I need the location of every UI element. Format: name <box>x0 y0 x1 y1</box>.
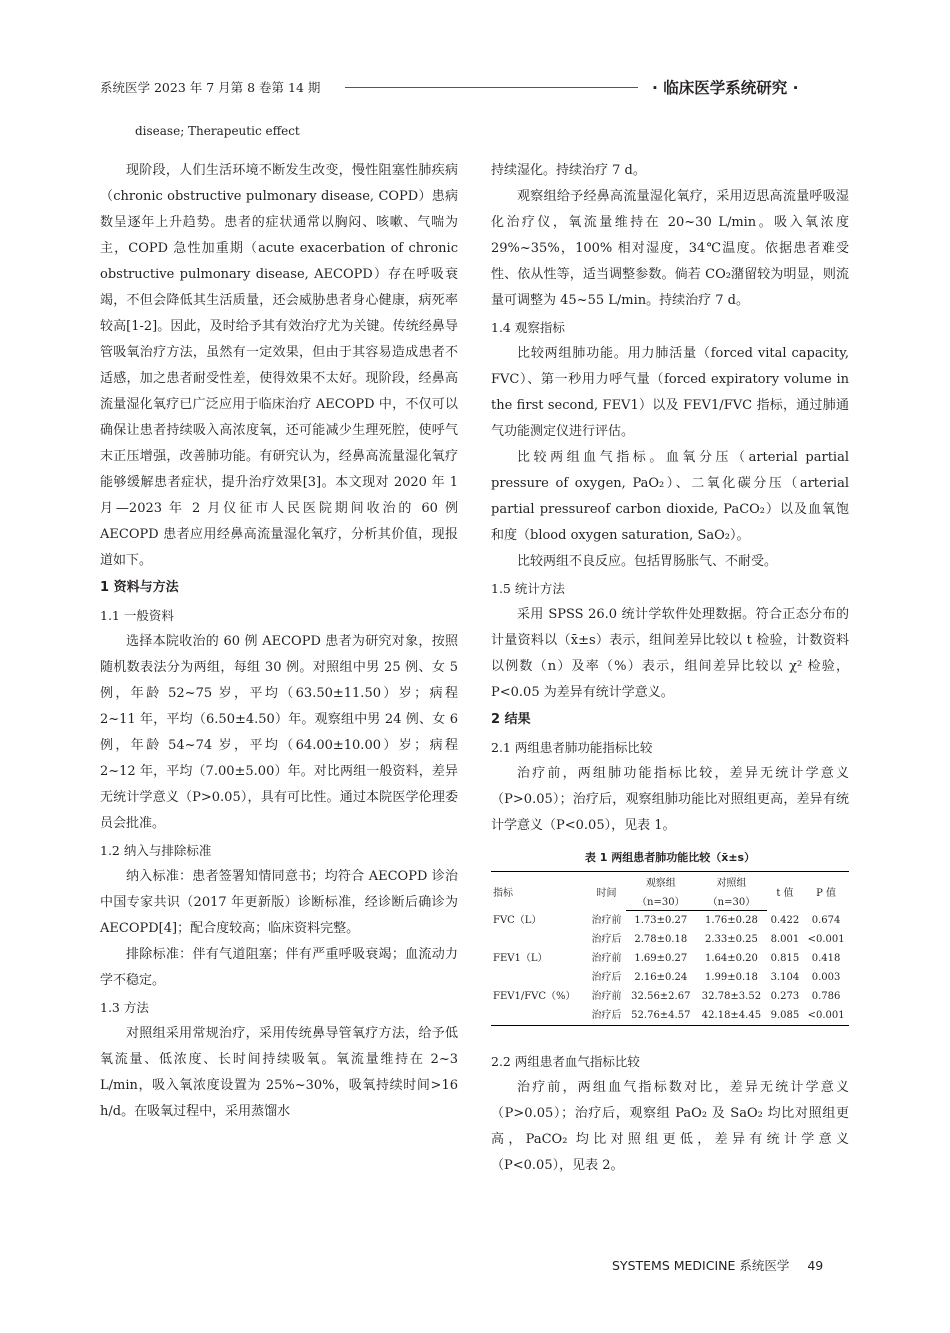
table-row <box>491 930 849 949</box>
section-label: · 临床医学系统研究 · <box>652 79 799 97</box>
table-row <box>491 1006 849 1026</box>
continued-text: 持续湿化。持续治疗 7 d。 <box>491 163 646 178</box>
header-rule <box>345 87 638 88</box>
table-1-title: 表 1 两组患者肺功能比较（x̄±s） <box>584 851 756 864</box>
cell-time: 治疗前 <box>591 953 622 964</box>
section-1-heading: 1 资料与方法 <box>100 580 179 595</box>
cell-control: 1.64±0.20 <box>704 953 758 964</box>
intro-paragraph: 现阶段，人们生活环境不断发生改变，慢性阻塞性肺疾病（chronic obstructive pulmonary disease, COPD）患病数呈逐年上升趋势。患者的症状通常以胸闷、咳嗽、气喘为主，COPD 急性加重期（acute exacerbation of chronic obstructive pulmonary disease, AECOPD）存在呼吸衰竭，不但会降低其生活质量，还会威胁患者身心健康，病死率较高[1-2]。因此，及时给予其有效治疗尤为关键。传统经鼻导管吸氧治疗方法，虽然有一定效果，但由于其容易造成患者不适感，加之患者耐受性差，使得效果不太好。现阶段，经鼻高流量湿化氧疗已广泛应用于临床治疗 AECOPD 中，不仅可以确保让患者持续吸入高浓度氧，还可能减少生理死腔，使呼气末正压增强，改善肺功能。有研究认为，经鼻高流量湿化氧疗能够缓解患者症状，提升治疗效果[3]。本文现对 2020 年 1 月—2023 年 2 月仪征市人民医院期间收治的 60 例 AECOPD 患者应用经鼻高流量湿化氧疗，分析其价值，现报道如下。 <box>100 163 458 568</box>
subsection-2-2-heading: 2.2 两组患者血气指标比较 <box>491 1054 640 1069</box>
table-row <box>491 949 849 968</box>
cell-t: 0.273 <box>770 991 800 1002</box>
cell-time: 治疗后 <box>591 934 622 945</box>
cell-control: 1.76±0.28 <box>704 915 758 926</box>
cell-control: 32.78±3.52 <box>701 991 762 1002</box>
col-observation-n: （n=30） <box>626 891 697 911</box>
cell-indicator: FVC（L） <box>493 914 542 926</box>
cell-time: 治疗后 <box>588 1006 626 1026</box>
right-column <box>491 158 849 1179</box>
journal-info: 系统医学 2023 年 7 月第 8 卷第 14 期 <box>100 80 321 95</box>
subsection-1-1-heading: 1.1 一般资料 <box>100 608 174 623</box>
subsection-1-3-heading: 1.3 方法 <box>100 1000 149 1015</box>
table-row <box>491 987 849 1006</box>
subsection-1-3-text: 对照组采用常规治疗，采用传统鼻导管氧疗方法，给予低氧流量、低浓度、长时间持续吸氧。氧流量维持在 2~3 L/min，吸入氧浓度设置为 25%~30%，吸氧持续时间>16 h/d。在吸氧过程中，采用蒸馏水 <box>100 1026 458 1119</box>
col-indicator: 指标 <box>491 872 588 911</box>
table-1 <box>491 871 849 1026</box>
page-number: 49 <box>807 1258 824 1273</box>
exclusion-criteria: 排除标准：伴有气道阻塞；伴有严重呼吸衰竭；血流动力学不稳定。 <box>100 947 458 988</box>
col-control: 对照组 <box>696 872 767 892</box>
subsection-2-1-heading: 2.1 两组患者肺功能指标比较 <box>491 740 653 755</box>
cell-control: 2.33±0.25 <box>704 934 758 945</box>
adverse-reactions: 比较两组不良反应。包括胃肠胀气、不耐受。 <box>517 554 778 569</box>
cell-control: 42.18±4.45 <box>696 1006 767 1026</box>
cell-observation: 2.78±0.18 <box>634 934 688 945</box>
cell-observation: 52.76±4.57 <box>626 1006 697 1026</box>
lung-function-indicators: 比较两组肺功能。用力肺活量（forced vital capacity, FVC）、第一秒用力呼气量（forced expiratory volume in the first second, FEV1）以及 FEV1/FVC 指标，通过肺通气功能测定仪进行评估。 <box>491 346 849 439</box>
subsection-1-5-heading: 1.5 统计方法 <box>491 581 565 596</box>
cell-time: 治疗前 <box>591 991 622 1002</box>
cell-indicator <box>491 930 588 949</box>
subsection-1-1-text: 选择本院收治的 60 例 AECOPD 患者为研究对象，按照随机数表法分为两组，每组 30 例。对照组中男 25 例、女 5 例，年龄 52~75 岁，平均（63.50±11.50）岁；病程 2~11 年，平均（6.50±4.50）年。观察组中男 24 例、女 6 例，年龄 54~74 岁，平均（64.00±10.00）岁；病程 2~12 年，平均（7.00±5.00）年。对比两组一般资料，差异无统计学意义（P>0.05），具有可比性。通过本院医学伦理委员会批准。 <box>100 634 458 831</box>
subsection-2-2-text: 治疗前，两组血气指标数对比，差异无统计学意义（P>0.05）；治疗后，观察组 PaO₂ 及 SaO₂ 均比对照组更高，PaCO₂ 均比对照组更低，差异有统计学意义（P<0.05），见表 2。 <box>491 1080 849 1173</box>
cell-indicator: FEV1（L） <box>493 953 548 964</box>
cell-t: 0.422 <box>770 914 800 926</box>
cell-p: <0.001 <box>807 934 845 945</box>
cell-indicator <box>491 1006 588 1026</box>
cell-p: 0.674 <box>811 914 841 926</box>
cell-indicator <box>491 968 588 987</box>
cell-observation: 32.56±2.67 <box>631 991 691 1002</box>
cell-p: 0.418 <box>811 953 841 964</box>
cell-control: 1.99±0.18 <box>704 972 758 983</box>
section-2-heading: 2 结果 <box>491 712 531 727</box>
subsection-1-2-heading: 1.2 纳入与排除标准 <box>100 843 212 858</box>
col-observation: 观察组 <box>626 872 697 892</box>
cell-observation: 2.16±0.24 <box>634 972 688 983</box>
cell-p: <0.001 <box>803 1006 849 1026</box>
observation-group-method: 观察组给予经鼻高流量湿化氧疗，采用迈思高流量呼吸湿化治疗仪，氧流量维持在 20~30 L/min。吸入氧浓度 29%~35%，100% 相对湿度，34℃温度。依据患者难受性、依从性等，适当调整参数。倘若 CO₂潴留较为明显，则流量可调整为 45~55 L/min。持续治疗 7 d。 <box>491 189 849 308</box>
subsection-2-1-text: 治疗前，两组肺功能指标比较，差异无统计学意义（P>0.05）；治疗后，观察组肺功能比对照组更高，差异有统计学意义（P<0.05），见表 1。 <box>491 766 849 833</box>
footer-label: SYSTEMS MEDICINE 系统医学 <box>612 1258 790 1273</box>
col-t-value: t 值 <box>767 872 803 911</box>
cell-time: 治疗前 <box>591 914 622 926</box>
blood-gas-indicators: 比较两组血气指标。血氧分压（arterial partial pressure of oxygen, PaO₂）、二氧化碳分压（arterial partial pressureof carbon dioxide, PaCO₂）以及血氧饱和度（blood oxygen saturation, SaO₂）。 <box>491 450 849 543</box>
cell-observation: 1.73±0.27 <box>634 915 688 926</box>
cell-t: 8.001 <box>770 934 800 945</box>
keywords-tail: disease; Therapeutic effect <box>135 124 300 138</box>
statistics-text: 采用 SPSS 26.0 统计学软件处理数据。符合正态分布的计量资料以（x̄±s）表示，组间差异比较以 t 检验，计数资料以例数（n）及率（%）表示，组间差异比较以 χ² 检验，P<0.05 为差异有统计学意义。 <box>491 607 849 700</box>
cell-observation: 1.69±0.27 <box>634 953 688 964</box>
cell-p: 0.786 <box>811 991 841 1002</box>
cell-indicator: FEV1/FVC（%） <box>493 991 576 1002</box>
subsection-1-4-heading: 1.4 观察指标 <box>491 320 565 335</box>
table-row <box>491 968 849 987</box>
cell-t: 0.815 <box>770 953 800 964</box>
cell-time: 治疗后 <box>591 972 622 983</box>
col-p-value: P 值 <box>803 872 849 911</box>
cell-p: 0.003 <box>811 972 841 983</box>
page-footer <box>612 1256 823 1274</box>
cell-t: 3.104 <box>770 972 800 983</box>
table-row <box>491 911 849 931</box>
col-control-n: （n=30） <box>696 891 767 911</box>
inclusion-criteria: 纳入标准：患者签署知情同意书；均符合 AECOPD 诊治中国专家共识（2017 年更新版）诊断标准，经诊断后确诊为 AECOPD[4]；配合度较高；临床资料完整。 <box>100 869 458 936</box>
left-column <box>100 158 458 1125</box>
col-time: 时间 <box>588 872 626 911</box>
cell-t: 9.085 <box>767 1006 803 1026</box>
